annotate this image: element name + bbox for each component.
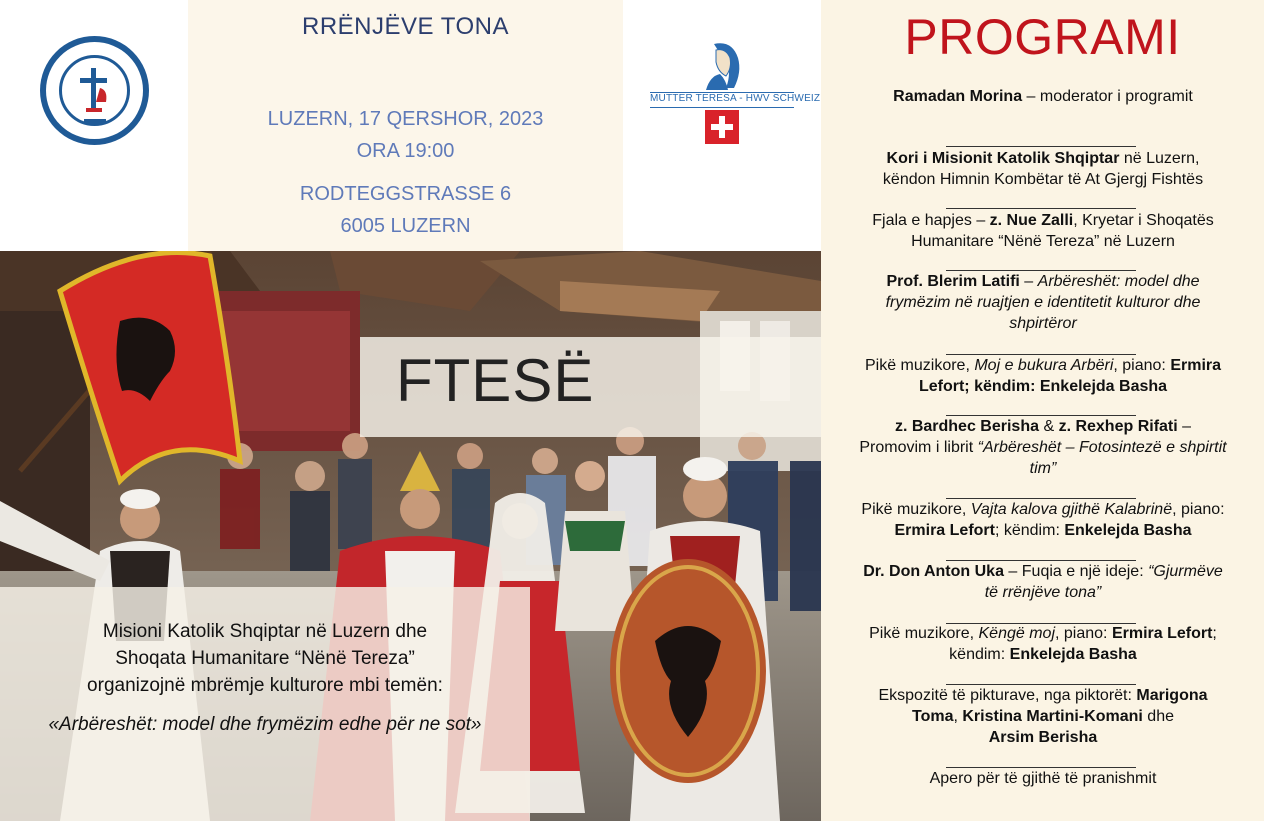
logo-rule-bottom: [650, 107, 794, 108]
program-divider: [946, 146, 1136, 147]
invitation-line-2: Shoqata Humanitare “Nënë Tereza”: [115, 648, 415, 669]
program-music-2: Pikë muzikore, Vajta kalova gjithë Kalabrinë, piano: Ermira Lefort; këndim: Enkelejda Basha: [861, 501, 1225, 539]
mutter-teresa-text: MUTTER TERESA - HWV SCHWEIZ: [650, 93, 821, 104]
program-exhibition: Ekspozitë të pikturave, nga piktorët: Marigona Toma, Kristina Martini-Komani dhe Arsim Berisha: [878, 687, 1208, 746]
event-title: RRËNJËVE TONA: [302, 13, 509, 40]
program-choir: Kori i Misionit Katolik Shqiptar në Luzern, këndon Himnin Kombëtar të At Gjergj Fishtës: [882, 150, 1204, 188]
program-music-3: Pikë muzikore, Këngë moj, piano: Ermira Lefort; këndim: Enkelejda Basha: [869, 625, 1217, 663]
event-city: 6005 LUZERN: [340, 215, 471, 237]
event-time: ORA 19:00: [356, 140, 455, 162]
program-moderator: Ramadan Morina – moderator i programit: [893, 88, 1193, 105]
invitation-line-1: Misioni Katolik Shqiptar në Luzern dhe: [102, 621, 428, 642]
program-title: PROGRAMI: [904, 9, 1181, 65]
program-opening: Fjala e hapjes – z. Nue Zalli, Kryetar i Shoqatës Humanitare “Nënë Tereza” në Luzern: [872, 212, 1214, 250]
program-apero: Apero për të gjithë të pranishmit: [929, 770, 1157, 787]
program-lecture-latifi: Prof. Blerim Latifi – Arbëreshët: model dhe frymëzim në ruajtjen e identitetit kulturor dhe shpirtëror: [885, 273, 1201, 332]
mother-teresa-portrait-icon: [694, 40, 746, 92]
program-lecture-uka: Dr. Don Anton Uka – Fuqia e një ideje: “Gjurmëve të rrënjëve tona”: [863, 563, 1223, 601]
program-book-promotion: z. Bardhec Berisha & z. Rexhep Rifati – Promovim i librit “Arbëreshët – Fotosintezë e shpirtit tim”: [859, 418, 1227, 477]
invitation-theme: «Arbëreshët: model dhe frymëzim edhe për ne sot»: [48, 714, 482, 735]
invitation-line-3: organizojnë mbrëmje kulturore mbi temën:: [87, 675, 443, 696]
invitation-heading: FTESË: [396, 347, 595, 414]
mission-seal-logo: [40, 36, 149, 145]
event-place-date: LUZERN, 17 QERSHOR, 2023: [267, 108, 544, 130]
program-music-1: Pikë muzikore, Moj e bukura Arbëri, piano: Ermira Lefort; këndim: Enkelejda Basha: [864, 357, 1222, 395]
event-header: [188, 0, 623, 251]
event-street: RODTEGGSTRASSE 6: [299, 183, 512, 205]
swiss-flag-icon: [705, 110, 739, 144]
mission-logo-panel: [0, 0, 188, 251]
program-divider: [946, 208, 1136, 209]
cross-emblem-icon: [40, 36, 149, 145]
